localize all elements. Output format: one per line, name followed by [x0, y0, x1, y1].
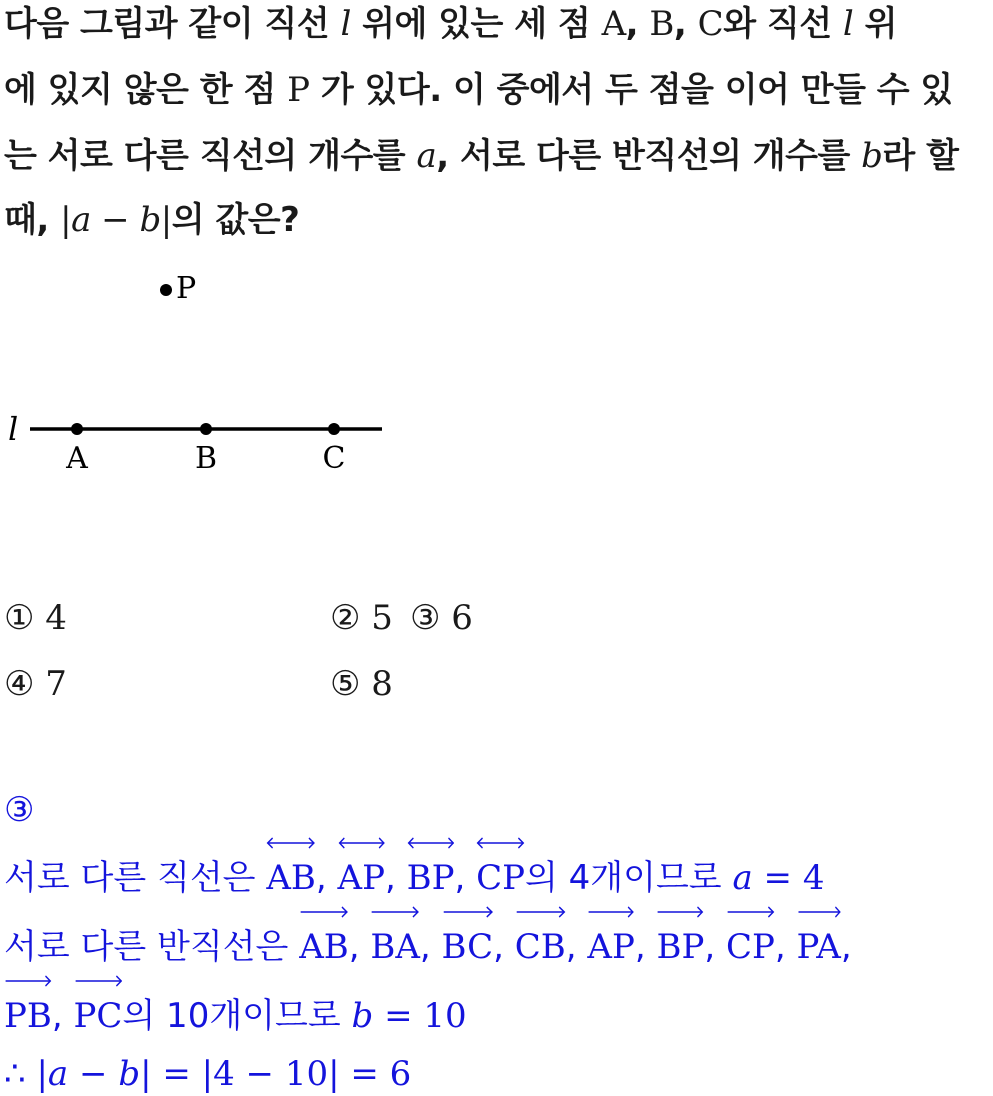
point-p-label: P: [176, 271, 197, 306]
ray-notation-pb: PB: [4, 996, 52, 1036]
solution-line-2: 서로 다른 반직선은 AB, BA, BC, CB, AP, BP, CP, PA,: [4, 925, 852, 969]
line-notation-ab: AB: [266, 858, 316, 898]
point-c-dot: [328, 423, 340, 435]
ray-notation-bp: BP: [656, 927, 704, 967]
point-a-label: A: [66, 441, 88, 476]
line-notation-bp: BP: [407, 858, 455, 898]
choice-3[interactable]: ③ 6: [410, 598, 473, 638]
point-p-dot: [160, 284, 172, 296]
ray-notation-cp: CP: [726, 927, 775, 967]
question-line-3: 는 서로 다른 직선의 개수를 a, 서로 다른 반직선의 개수를 b라 할: [4, 136, 959, 176]
ray-notation-ap: AP: [587, 927, 634, 967]
choice-4[interactable]: ④ 7: [4, 664, 67, 704]
question-line-2: 에 있지 않은 한 점 P 가 있다. 이 중에서 두 점을 이어 만들 수 있: [4, 70, 953, 110]
solution-line-1: 서로 다른 직선은 AB, AP, BP, CP의 4개이므로 a = 4: [4, 856, 824, 900]
solution-line-3: PB, PC의 10개이므로 b = 10: [4, 994, 467, 1038]
ray-notation-ba: BA: [370, 927, 420, 967]
point-b-dot: [200, 423, 212, 435]
choice-5[interactable]: ⑤ 8: [330, 664, 393, 704]
point-c-label: C: [322, 441, 346, 476]
line-l-label: l: [8, 410, 19, 448]
question-line-4: 때, |a − b|의 값은?: [4, 200, 300, 240]
point-a-dot: [71, 423, 83, 435]
ray-notation-cb: CB: [515, 927, 566, 967]
answer-mark: ③: [4, 790, 35, 830]
question-line-1: 다음 그림과 같이 직선 l 위에 있는 세 점 A, B, C와 직선 l 위: [4, 4, 897, 44]
ray-notation-bc: BC: [442, 927, 494, 967]
ray-notation-ab: AB: [299, 927, 349, 967]
point-b-label: B: [194, 441, 218, 476]
choice-2[interactable]: ② 5: [330, 598, 393, 638]
line-notation-ap: AP: [338, 858, 385, 898]
ray-notation-pa: PA: [797, 927, 841, 967]
solution-line-4: ∴ |a − b| = |4 − 10| = 6: [4, 1054, 412, 1094]
ray-notation-pc: PC: [74, 996, 123, 1036]
choice-1[interactable]: ① 4: [4, 598, 67, 638]
line-notation-cp: CP: [476, 858, 525, 898]
